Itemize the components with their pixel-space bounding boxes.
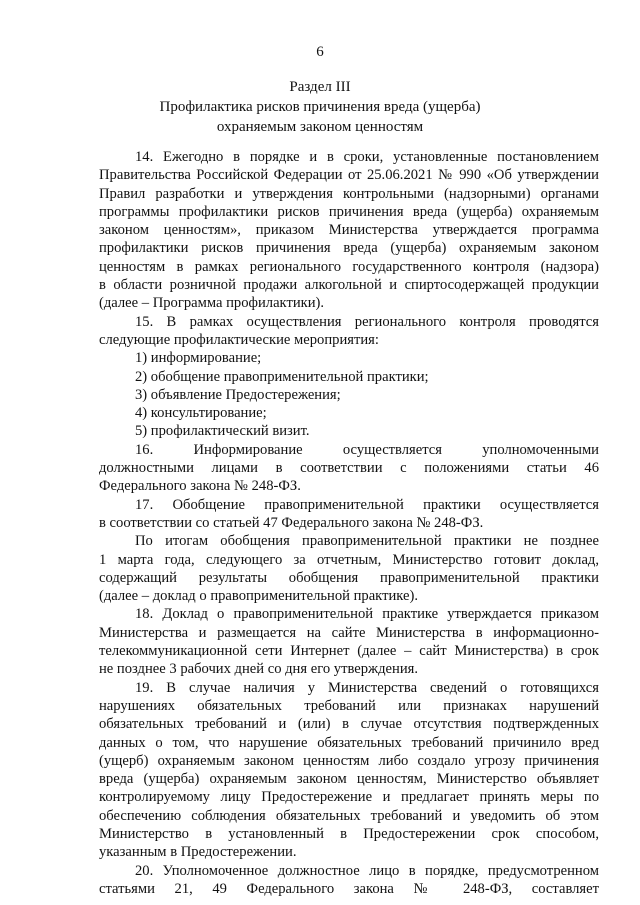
paragraph-line: контролируемому лицу Предостережение и предлагает принять меры по [99,789,599,806]
paragraph-line: программы профилактики рисков причинения вреда (ущерба) охраняемым [99,203,599,220]
paragraph-line: 19. В случае наличия у Министерства сведений о готовящихся [135,679,599,696]
paragraph-line: статьями 21, 49 Федерального закона № 248-ФЗ, составляет [99,880,599,897]
paragraph-line: (далее – доклад о правоприменительной практике). [99,588,418,605]
paragraph-line: профилактики рисков причинения вреда (ущерба) охраняемым законом [99,240,599,257]
paragraph-line: должностными лицами в соответствии с положениями статьи 46 [99,460,599,477]
paragraph-line: Правительства Российской Федерации от 25.06.2021 № 990 «Об утверждении [99,167,599,184]
list-item: 3) объявление Предостережения; [135,386,341,403]
paragraph-line: ценностям в рамках регионального государственного контроля (надзора) [99,258,599,275]
paragraph [99,441,599,496]
paragraph-line: в соответствии со статьей 47 Федерального закона № 248-ФЗ. [99,514,484,531]
paragraph-line: 20. Уполномоченное должностное лицо в порядке, предусмотренном [135,862,599,879]
section-title: Раздел III [289,79,351,95]
paragraph-line: вреда (ущерба) охраняемым законом ценностям, Министерство объявляет [99,771,599,788]
paragraph-line: данных о том, что нарушение обязательных требований причинило вред [99,734,599,751]
list-item: 1) информирование; [135,350,262,367]
paragraph-line: Министерство в установленный в Предостережении срок способом, [99,825,599,842]
paragraph [99,862,599,899]
list-item: 2) обобщение правоприменительной практики; [135,368,429,385]
paragraph-line: 14. Ежегодно в порядке и в сроки, установленные постановлением [135,149,599,165]
paragraph-line: 15. В рамках осуществления регионального контроля проводятся [135,313,599,330]
paragraph [99,313,599,350]
paragraph-line: указанным в Предостережении. [99,844,297,861]
paragraph-line: По итогам обобщения правоприменительной практики не позднее [135,533,599,550]
section-subtitle-line: Профилактика рисков причинения вреда (ущерба) [159,99,481,115]
paragraph-line: Федерального закона № 248-ФЗ. [99,478,301,495]
paragraph-line: Правил разработки и утверждения контрольными (надзорными) органами [99,185,599,202]
paragraph-line: (далее – Программа профилактики). [99,295,325,312]
paragraph-line: нарушениях обязательных требований или признаках нарушений [99,697,599,714]
paragraph [99,496,599,533]
list-item: 5) профилактический визит. [135,423,310,440]
paragraph [99,605,599,678]
list-item: 4) консультирование; [135,405,267,422]
section-subtitle-line: охраняемым законом ценностям [216,119,424,135]
paragraph-line: обеспечению соблюдения обязательных требований и уведомить об этом [99,807,599,824]
paragraph-line: 18. Доклад о правоприменительной практике утверждается приказом [135,606,599,623]
paragraph [99,532,599,605]
paragraph-line: Министерства и размещается на сайте Министерства в информационно- [99,624,599,641]
paragraph-line: 17. Обобщение правоприменительной практики осуществляется [135,496,599,513]
paragraph [99,148,599,313]
paragraph-line: не позднее 3 рабочих дней со дня его утверждения. [99,661,418,678]
paragraph-line: телекоммуникационной сети Интернет (далее – сайт Министерства) в срок [99,643,599,660]
paragraph-line: в области розничной продажи алкогольной и спиртосодержащей продукции [99,277,599,294]
paragraph-line: (ущерб) охраняемым законом ценностям либо создало угрозу причинения [99,752,599,769]
paragraph [99,679,599,862]
paragraph-line: 16. Информирование осуществляется уполномоченными [135,441,599,458]
paragraph-line: следующие профилактические мероприятия: [99,331,379,348]
section-heading [0,77,640,137]
paragraph-line: 1 марта года, следующего за отчетным, Министерство готовит доклад, [99,551,599,568]
document-body [99,148,599,898]
paragraph-line: обязательных требований и (или) в случае отсутствия подтвержденных [99,716,599,733]
paragraph-line: содержащий результаты обобщения правоприменительной практики [99,569,599,586]
paragraph-line: законом ценностям», приказом Министерства утверждается программа [99,222,599,239]
page-number: 6 [316,44,324,60]
